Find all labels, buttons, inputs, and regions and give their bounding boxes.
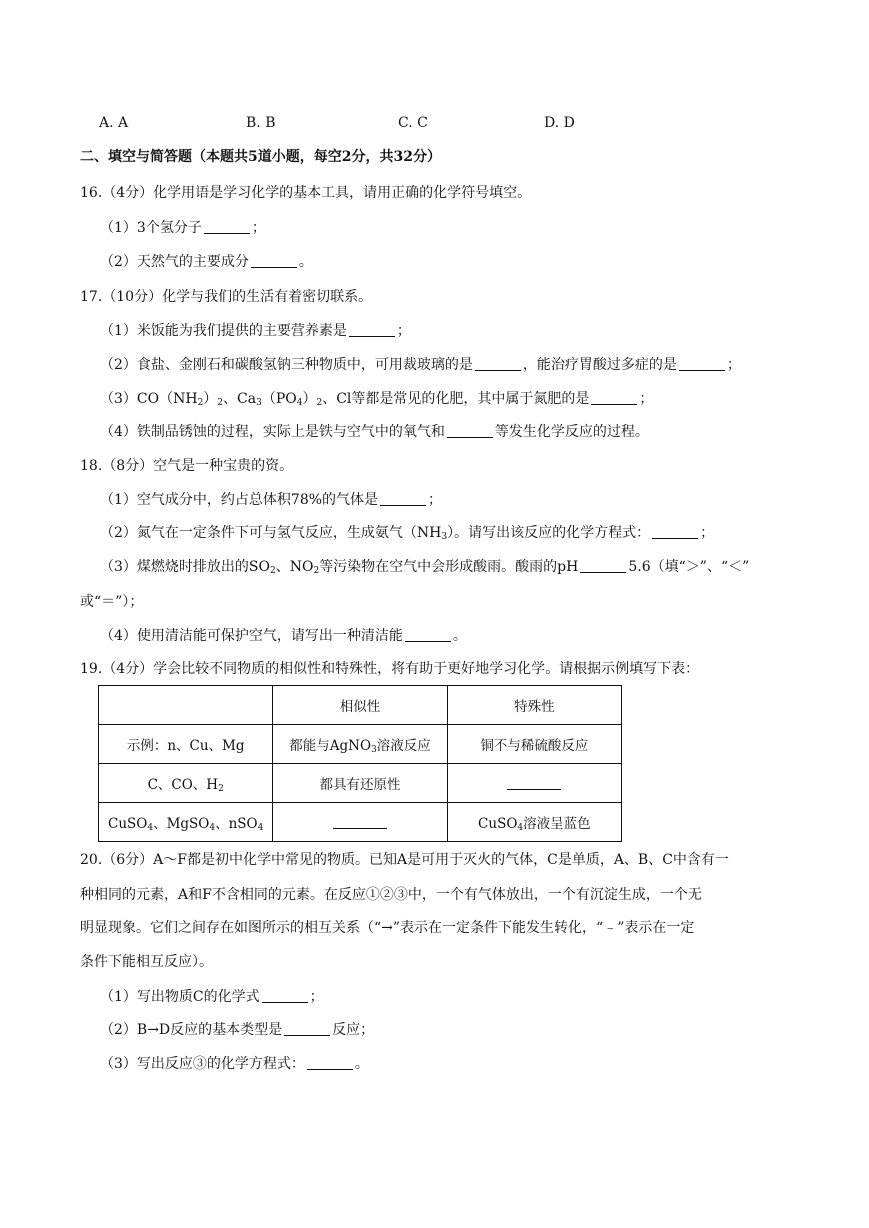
- answer-blank[interactable]: [204, 219, 250, 234]
- q20-part2: （2）B→D反应的基本类型是 反应；: [100, 1022, 375, 1038]
- answer-blank[interactable]: [307, 1055, 353, 1070]
- q16-part1: （1）3个氢分子 ；: [100, 220, 266, 236]
- table-header-similarity: 相似性: [273, 686, 447, 725]
- q20-line1: 20.（6分）A～F都是初中化学中常见的物质。已知A是可用于灭火的气体，C是单质，A、B、C中含有一: [80, 852, 729, 868]
- option-c: C. C: [398, 115, 428, 131]
- q17-part2: （2）食盐、金刚石和碳酸氢钠三种物质中，可用裁玻璃的是 ，能治疗胃酸过多症的是 ；: [100, 357, 741, 373]
- answer-blank[interactable]: [475, 356, 521, 371]
- q17-part1: （1）米饭能为我们提供的主要营养素是 ；: [100, 323, 411, 339]
- q20-line2: 种相同的元素，A和F不含相同的元素。在反应①②③中，一个有气体放出，一个有沉淀生成，一个无: [80, 887, 702, 903]
- table-cell: 都具有还原性: [273, 764, 447, 803]
- q18-part4: （4）使用清洁能可保护空气，请写出一种清洁能 。: [100, 628, 467, 644]
- answer-blank[interactable]: [652, 524, 698, 539]
- answer-blank[interactable]: [507, 775, 561, 790]
- answer-blank[interactable]: [380, 491, 426, 506]
- answer-blank[interactable]: [251, 253, 297, 268]
- answer-blank[interactable]: [591, 390, 637, 405]
- q16-part2: （2）天然气的主要成分 。: [100, 254, 313, 270]
- section-title: 二、填空与简答题（本题共5道小题，每空2分，共32分）: [80, 149, 441, 165]
- table-cell: 示例：n、Cu、Mg: [99, 725, 273, 764]
- option-b: B. B: [246, 115, 276, 131]
- q17-stem: 17.（10分）化学与我们的生活有着密切联系。: [80, 289, 373, 305]
- table-cell: [273, 803, 447, 842]
- answer-blank[interactable]: [333, 814, 387, 829]
- table-header-specialty: 特殊性: [447, 686, 621, 725]
- table-cell: C、CO、$H_2$: [99, 764, 273, 803]
- q17-part3: $(3)CO(NH_2)_2$、$Ca_3(PO_4)_2$、Cl等都是常见的化肥，其中属于氮肥的是 ；: [100, 391, 654, 408]
- q18-part2: （2）氮气在一定条件下可与氢气反应，生成氨气$(NH_3)$。请写出该反应的化学方程式： ；: [100, 525, 715, 542]
- answer-blank[interactable]: [405, 627, 451, 642]
- q18-part3-cont: 或“＝”）；: [80, 594, 144, 610]
- answer-blank[interactable]: [262, 988, 308, 1003]
- table-cell: CuSO$_4$、MgSO$_4$、nSO$_4$: [99, 803, 273, 842]
- q20-line3: 明显现象。它们之间存在如图所示的相互关系（“→”表示在一定条件下能发生转化，“﹣”表示在一定: [80, 920, 695, 936]
- table-cell: 铜不与稀硫酸反应: [447, 725, 621, 764]
- q20-part3: （3）写出反应③的化学方程式： 。: [100, 1056, 369, 1072]
- answer-blank[interactable]: [580, 558, 626, 573]
- option-a: A. A: [99, 115, 129, 131]
- q19-stem: 19.（4分）学会比较不同物质的相似性和特殊性，将有助于更好地学习化学。请根据示例填写下表：: [80, 661, 700, 677]
- comparison-table: [98, 685, 622, 842]
- answer-blank[interactable]: [349, 322, 395, 337]
- q18-part1: （1）空气成分中，约占总体积78%的气体是 ；: [100, 492, 443, 508]
- option-d: D. D: [544, 115, 575, 131]
- q18-part3: （3）煤燃烧时排放出的$SO_2$、$NO_2$等污染物在空气中会形成酸雨。酸雨的pH 5.6（填“＞”、“＜”: [100, 559, 750, 576]
- q20-part1: （1）写出物质C的化学式 ；: [100, 989, 324, 1005]
- q16-stem: 16.（4分）化学用语是学习化学的基本工具，请用正确的化学符号填空。: [80, 185, 532, 201]
- answer-blank[interactable]: [284, 1021, 330, 1036]
- answer-blank[interactable]: [679, 356, 725, 371]
- table-header-empty: [99, 686, 273, 725]
- table-cell: [447, 764, 621, 803]
- answer-blank[interactable]: [447, 423, 493, 438]
- q17-part4: （4）铁制品锈蚀的过程，实际上是铁与空气中的氧气和 等发生化学反应的过程。: [100, 424, 649, 440]
- q20-line4: 条件下能相互反应）。: [80, 954, 213, 970]
- q18-stem: 18.（8分）空气是一种宝贵的资。: [80, 458, 294, 474]
- table-cell: CuSO$_4$溶液呈蓝色: [447, 803, 621, 842]
- table-cell: 都能与AgNO$_3$溶液反应: [273, 725, 447, 764]
